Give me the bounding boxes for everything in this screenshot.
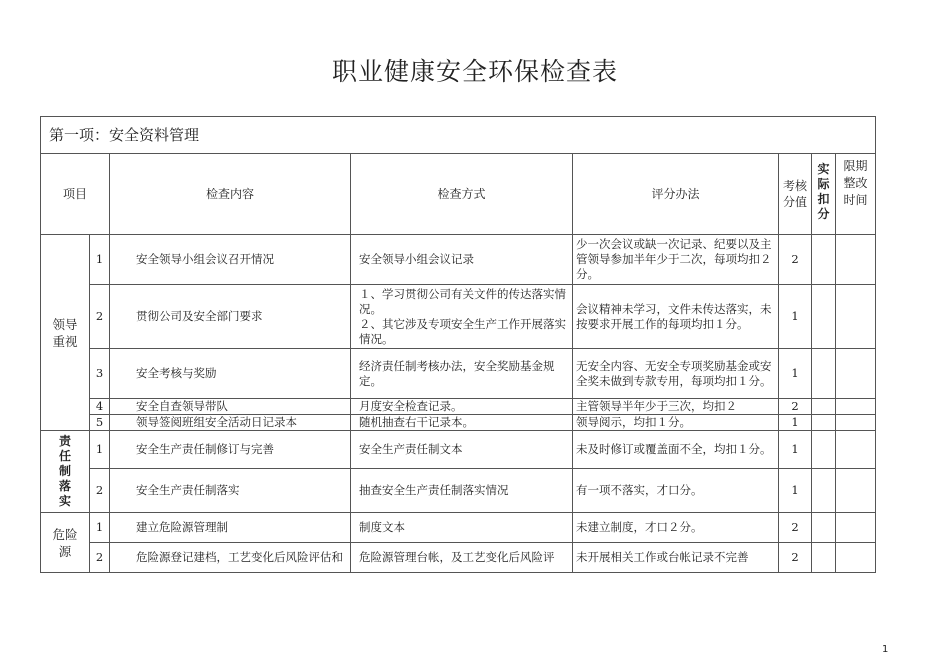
check-method: 月度安全检查记录。 [351,399,573,415]
check-method: 危险源管理台帐，及工艺变化后风险评 [351,543,573,573]
table-row [41,285,876,349]
header-method: 检查方式 [351,154,573,235]
scoring-rule: 少一次会议或缺一次记录、纪要以及主管领导参加半年少于二次，每项均扣２分。 [573,235,779,285]
row-number: 2 [90,469,110,513]
group-label: 危险源 [41,513,90,573]
actual-deduction [812,469,836,513]
page-title: 职业健康安全环保检查表 [331,57,618,86]
inspection-table [40,116,876,573]
check-content: 安全生产责任制落实 [110,469,351,513]
rectify-deadline [836,431,876,469]
actual-deduction [812,399,836,415]
actual-deduction [812,349,836,399]
table-row [41,399,876,415]
row-number: 1 [90,431,110,469]
rectify-deadline [836,235,876,285]
table-row [41,513,876,543]
check-method: 抽查安全生产责任制落实情况 [351,469,573,513]
row-number: 4 [90,399,110,415]
scoring-rule: 主管领导半年少于三次，均扣２ [573,399,779,415]
page-number: 1 [882,644,889,655]
table-row [41,469,876,513]
score-value: 1 [779,415,812,431]
score-value: 2 [779,235,812,285]
rectify-deadline [836,285,876,349]
header-score: 考核分值 [779,154,812,235]
check-method: 随机抽查右干记录本。 [351,415,573,431]
table-row [41,415,876,431]
rectify-deadline [836,469,876,513]
score-value: 1 [779,285,812,349]
scoring-rule: 无安全内容、无安全专项奖励基金或安全奖未做到专款专用，每项均扣１分。 [573,349,779,399]
actual-deduction [812,285,836,349]
check-method: 经济责任制考核办法，安全奖励基金规定。 [351,349,573,399]
scoring-rule: 未开展相关工作或台帐记录不完善 [573,543,779,573]
row-number: 1 [90,235,110,285]
check-content: 安全考核与奖励 [110,349,351,399]
score-value: 1 [779,349,812,399]
check-content: 安全领导小组会议召开情况 [110,235,351,285]
rectify-deadline [836,513,876,543]
rectify-deadline [836,399,876,415]
check-content: 领导签阅班组安全活动日记录本 [110,415,351,431]
score-value: 1 [779,469,812,513]
header-item: 项目 [41,154,110,235]
table-row [41,543,876,573]
check-method: 制度文本 [351,513,573,543]
score-value: 2 [779,399,812,415]
scoring-rule: 领导阅示，均扣１分。 [573,415,779,431]
row-number: 2 [90,285,110,349]
header-deadline: 限期整改时间 [836,154,876,235]
row-number: 3 [90,349,110,399]
actual-deduction [812,415,836,431]
actual-deduction [812,431,836,469]
actual-deduction [812,235,836,285]
check-content: 贯彻公司及安全部门要求 [110,285,351,349]
check-content: 安全生产责任制修订与完善 [110,431,351,469]
header-deduct: 实际扣分 [812,154,836,235]
rectify-deadline [836,543,876,573]
scoring-rule: 会议精神未学习，文件未传达落实，未按要求开展工作的每项均扣１分。 [573,285,779,349]
row-number: 2 [90,543,110,573]
rectify-deadline [836,349,876,399]
check-method: 安全生产责任制文本 [351,431,573,469]
header-content: 检查内容 [110,154,351,235]
rectify-deadline [836,415,876,431]
scoring-rule: 有一项不落实，才口分。 [573,469,779,513]
table-row [41,235,876,285]
table-row [41,431,876,469]
check-method: 安全领导小组会议记录 [351,235,573,285]
section-title: 第一项：安全资料管理 [41,117,876,154]
row-number: 1 [90,513,110,543]
check-content: 安全自查领导带队 [110,399,351,415]
score-value: 1 [779,431,812,469]
check-content: 建立危险源管理制 [110,513,351,543]
group-label: 责任制落实 [41,431,90,513]
actual-deduction [812,543,836,573]
score-value: 2 [779,513,812,543]
check-content: 危险源登记建档，工艺变化后风险评估和 [110,543,351,573]
score-value: 2 [779,543,812,573]
scoring-rule: 未及时修订或覆盖面不全，均扣１分。 [573,431,779,469]
row-number: 5 [90,415,110,431]
check-method: １、学习贯彻公司有关文件的传达落实情况。 ２、其它涉及专项安全生产工作开展落实情况。 [351,285,573,349]
actual-deduction [812,513,836,543]
scoring-rule: 未建立制度，才口２分。 [573,513,779,543]
table-row [41,349,876,399]
header-scoring: 评分办法 [573,154,779,235]
group-label: 领导重视 [41,235,90,431]
